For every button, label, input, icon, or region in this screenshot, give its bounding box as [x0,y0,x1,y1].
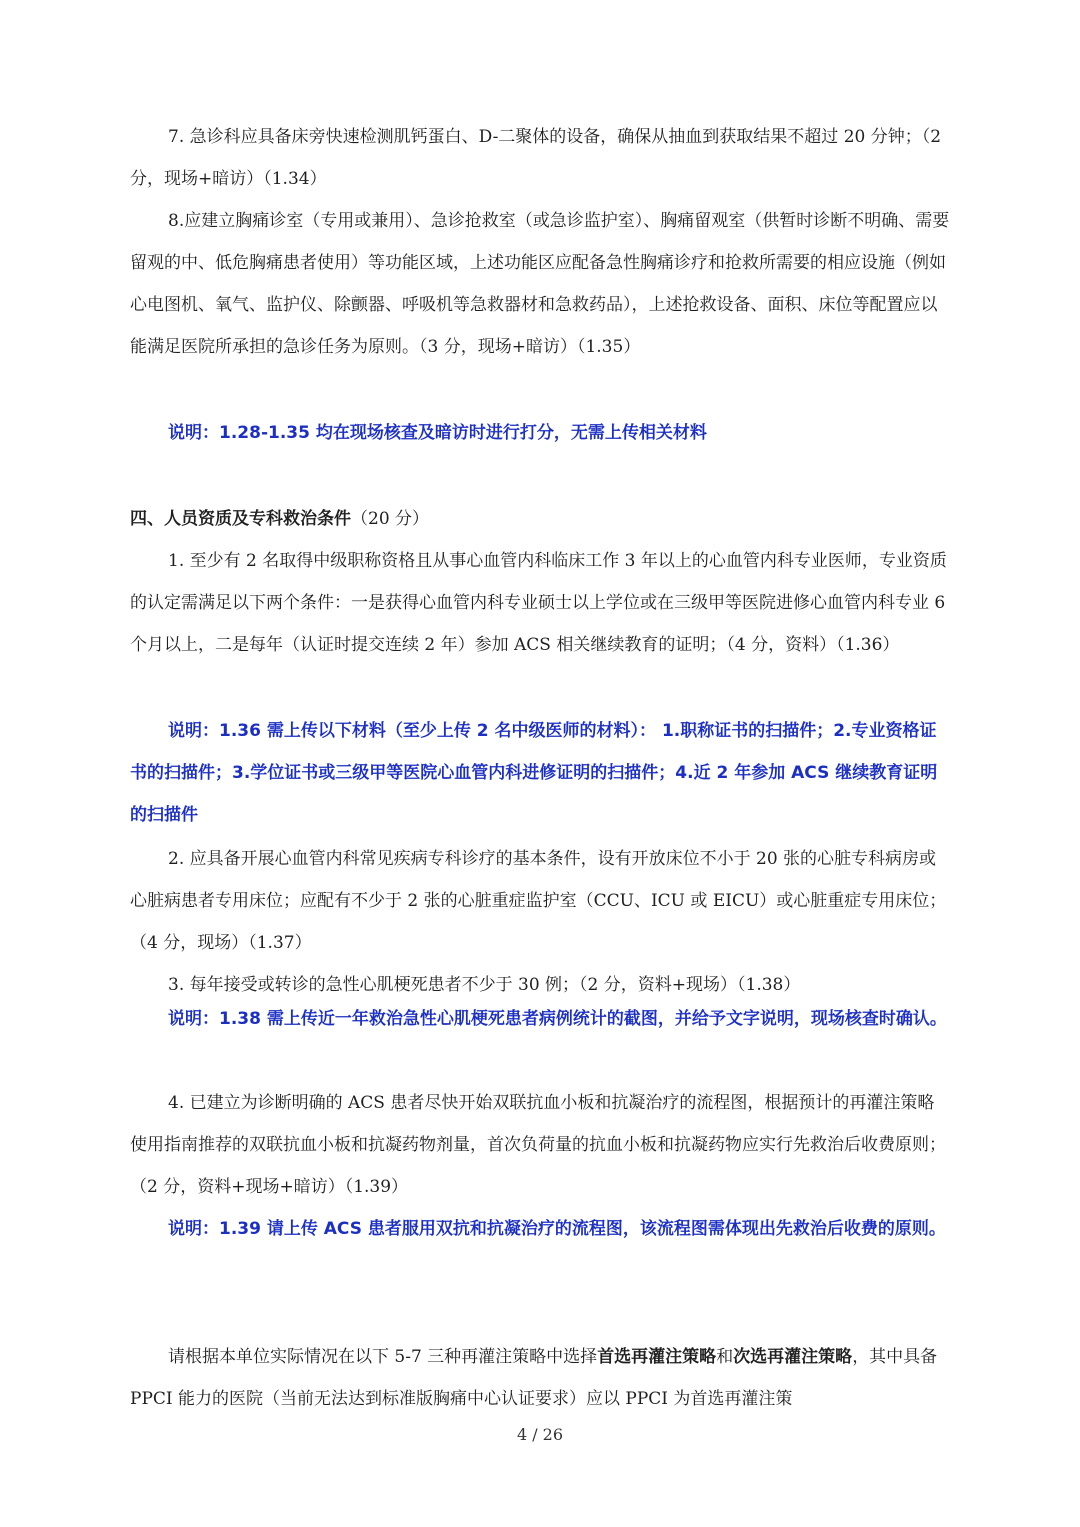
item-1-34: 7. 急诊科应具备床旁快速检测肌钙蛋白、D-二聚体的设备，确保从抽血到获取结果不超过 20 分钟；（2 分，现场+暗访）（1.34） [130,127,942,189]
closing-primary-strategy: 首选再灌注策略 [597,1347,717,1367]
closing-secondary-strategy: 次选再灌注策略 [733,1347,853,1367]
item-1-38: 3. 每年接受或转诊的急性心肌梗死患者不少于 30 例；（2 分，资料+现场）（1.38） [168,975,801,995]
closing-text-2: 和 [716,1347,734,1367]
item-1-39: 4. 已建立为诊断明确的 ACS 患者尽快开始双联抗血小板和抗凝治疗的流程图，根据预计的再灌注策略使用指南推荐的双联抗血小板和抗凝药物剂量，首次负荷量的抗血小板和抗凝药物应实行先救治后收费原则；（2 分，资料+现场+暗访）（1.39） [130,1093,946,1197]
page-number: 4 / 26 [516,1425,564,1444]
closing-text-3: ，其中具备 PPCI 能力的医院（当前无法达到标准版胸痛中心认证要求）应以 PPCI 为首选再灌注策 [130,1347,938,1409]
item-1-36: 1. 至少有 2 名取得中级职称资格且从事心血管内科临床工作 3 年以上的心血管内科专业医师，专业资质的认定需满足以下两个条件：一是获得心血管内科专业硕士以上学位或在三级甲等医院进修心血管内科专业 6 个月以上，二是每年（认证时提交连续 2 年）参加 ACS 相关继续教育的证明；（4 分，资料）（1.36） [130,551,947,655]
item-1-35: 8.应建立胸痛诊室（专用或兼用）、急诊抢救室（或急诊监护室）、胸痛留观室（供暂时诊断不明确、需要留观的中、低危胸痛患者使用）等功能区域，上述功能区应配备急性胸痛诊疗和抢救所需要的相应设施（例如心电图机、氧气、监护仪、除颤器、呼吸机等急救器材和急救药品），上述抢救设备、面积、床位等配置应以能满足医院所承担的急诊任务为原则。（3 分，现场+暗访）（1.35） [130,211,950,357]
section-4-score: （20 分） [351,509,430,529]
note-1-36: 说明：1.36 需上传以下材料（至少上传 2 名中级医师的材料）： 1.职称证书的扫描件；2.专业资格证书的扫描件；3.学位证书或三级甲等医院心血管内科进修证明的扫描件；4.近 2 年参加 ACS 继续教育证明的扫描件 [130,721,938,825]
note-1-38: 说明：1.38 需上传近一年救治急性心肌梗死患者病例统计的截图，并给予文字说明，现场核查时确认。 [168,1009,947,1029]
item-1-37: 2. 应具备开展心血管内科常见疾病专科诊疗的基本条件，设有开放床位不小于 20 张的心脏专科病房或心脏病患者专用床位；应配有不少于 2 张的心脏重症监护室（CCU、ICU 或 EICU）或心脏重症专用床位；（4 分，现场）（1.37） [130,849,947,953]
section-4-title: 四、人员资质及专科救治条件 [130,509,351,529]
section-4-heading [130,498,950,540]
note-1-39: 说明：1.39 请上传 ACS 患者服用双抗和抗凝治疗的流程图，该流程图需体现出先救治后收费的原则。 [168,1219,946,1239]
closing-paragraph [130,1336,950,1420]
closing-text-1: 请根据本单位实际情况在以下 5-7 三种再灌注策略中选择 [168,1347,598,1367]
note-1-28-1-35: 说明：1.28-1.35 均在现场核查及暗访时进行打分，无需上传相关材料 [168,423,707,443]
